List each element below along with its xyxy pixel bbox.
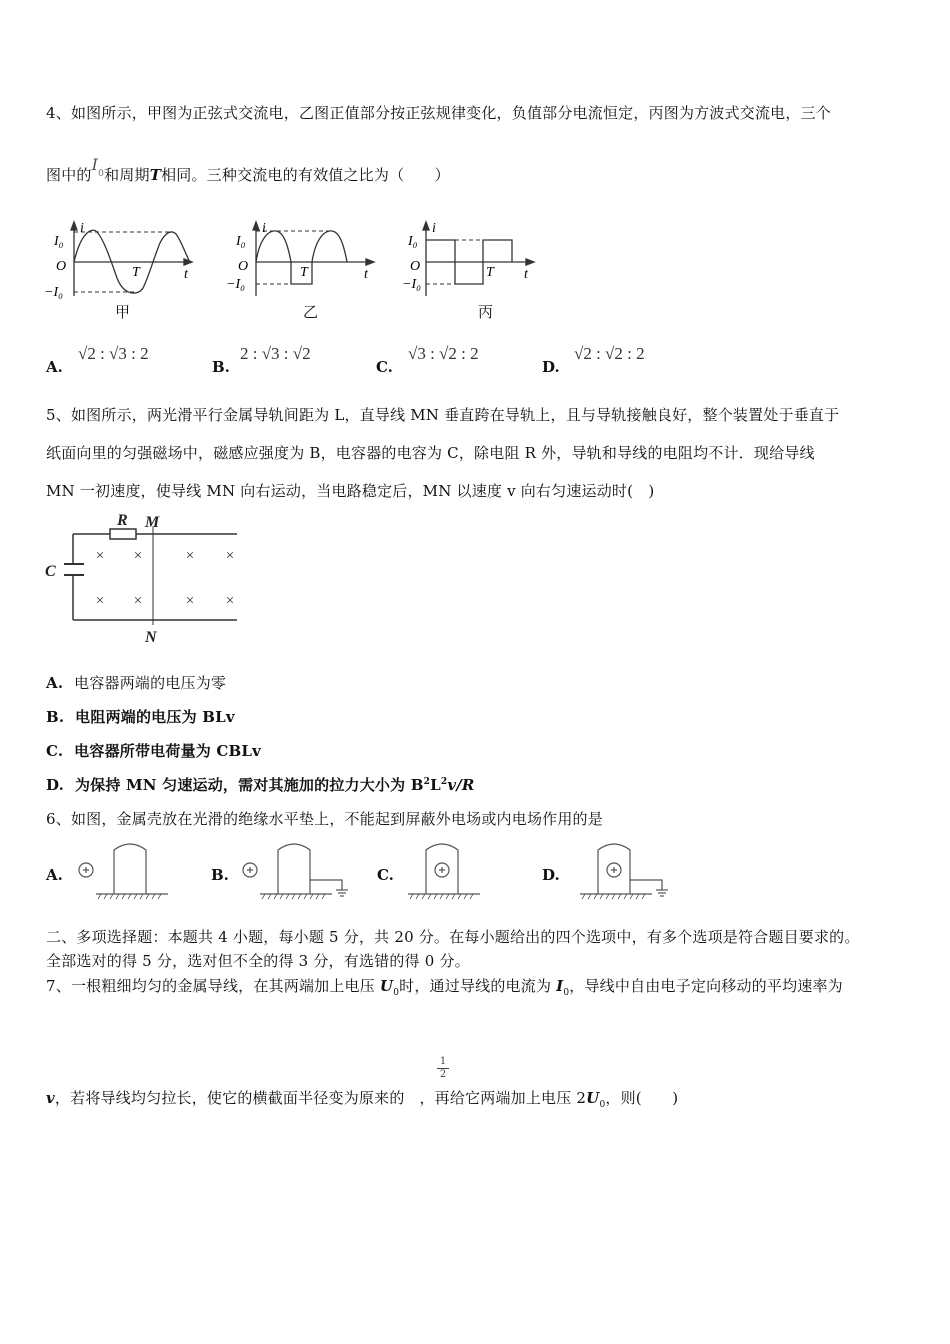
q6-stem: 6、如图，金属壳放在光滑的绝缘水平垫上，不能起到屏蔽外电场或内电场作用的是 — [46, 810, 603, 828]
svg-text:×: × — [225, 548, 235, 564]
svg-text:i: i — [262, 221, 266, 236]
svg-text:I₀: I₀ — [408, 234, 418, 249]
figure-jia-sine-graph — [42, 218, 202, 300]
q5-stem-line2: 纸面向里的匀强磁场中，磁感应强度为 B，电容器的电容为 C，除电阻 R 外，导轨和导线的电阻均不计．现给导线 — [46, 444, 815, 462]
svg-text:R: R — [117, 512, 128, 529]
svg-text:i: i — [432, 221, 436, 236]
shell-charge-outside-grounded-icon — [238, 838, 358, 900]
q5-option-d[interactable]: D. 为保持 MN 匀速运动，需对其施加的拉力大小为 $B^2L^2v/R$ — [46, 776, 475, 794]
figure-yi-half-sine-graph — [224, 218, 384, 300]
figure-caption-jia: 甲 — [115, 303, 131, 321]
q7-stem-line2: v，若将导线均匀拉长，使它的横截面半径变为原来的 ，再给它两端加上电压 $2U_0$，则( ) — [46, 1089, 679, 1110]
figure-caption-bing: 丙 — [478, 303, 494, 321]
svg-text:I₀: I₀ — [236, 234, 246, 249]
svg-text:I₀: I₀ — [54, 234, 64, 249]
svg-text:N: N — [145, 629, 157, 646]
shell-charge-inside-icon — [406, 838, 496, 900]
q7-stem-line1: 7、一根粗细均匀的金属导线，在其两端加上电压 $U_0$时，通过导线的电流为 $I_0$，导线中自由电子定向移动的平均速率为 — [46, 977, 843, 998]
svg-text:×: × — [185, 548, 195, 564]
i0-symbol: I — [91, 155, 99, 174]
q5-stem-line1: 5、如图所示，两光滑平行金属导轨间距为 L，直导线 MN 垂直跨在导轨上，且与导轨接触良好，整个装置处于垂直于 — [46, 406, 840, 424]
svg-text:T: T — [132, 265, 140, 280]
svg-text:×: × — [95, 593, 105, 609]
svg-text:t: t — [524, 267, 528, 282]
svg-text:T: T — [300, 265, 308, 280]
q5-option-c[interactable]: C. 电容器所带电荷量为 CBLv — [46, 742, 262, 760]
svg-text:×: × — [133, 548, 143, 564]
q5-stem-line3: MN 一初速度，使导线 MN 向右运动，当电路稳定后，MN 以速度 v 向右匀速运动时( ) — [46, 482, 655, 500]
circuit-rails-diagram — [40, 505, 250, 650]
figure-caption-yi: 乙 — [303, 303, 319, 321]
section2-instructions-line1: 二、多项选择题：本题共 4 小题，每小题 5 分，共 20 分。在每小题给出的四个选项中，有多个选项是符合题目要求的。 — [46, 928, 860, 946]
svg-text:−I₀: −I₀ — [402, 277, 421, 292]
section2-instructions-line2: 全部选对的得 5 分，选对但不全的得 3 分，有选错的得 0 分。 — [46, 952, 470, 970]
svg-text:i: i — [80, 221, 84, 236]
svg-text:×: × — [185, 593, 195, 609]
q5-option-a[interactable]: A. 电容器两端的电压为零 — [46, 674, 227, 692]
q4-stem-line2: 图中的$I_0$和周期T相同。三种交流电的有效值之比为（ ） — [46, 155, 450, 184]
svg-text:×: × — [133, 593, 143, 609]
q4-stem-line1: 4、如图所示，甲图为正弦式交流电，乙图正值部分按正弦规律变化，负值部分电流恒定，丙图为方波式交流电，三个 — [46, 104, 831, 122]
svg-text:t: t — [364, 267, 368, 282]
svg-text:O: O — [238, 259, 249, 274]
svg-text:O: O — [410, 259, 421, 274]
svg-text:T: T — [486, 265, 494, 280]
svg-text:O: O — [56, 259, 67, 274]
figure-bing-square-wave-graph — [402, 218, 562, 300]
shell-charge-inside-grounded-icon — [578, 838, 688, 900]
svg-text:C: C — [45, 563, 56, 580]
q5-option-b[interactable]: B. 电阻两端的电压为 BLv — [46, 708, 235, 726]
resistor-icon — [110, 529, 136, 539]
svg-text:t: t — [184, 267, 188, 282]
svg-text:−I₀: −I₀ — [44, 285, 63, 300]
svg-text:M: M — [145, 514, 160, 531]
fraction-one-half: 1 2 — [437, 1056, 449, 1081]
svg-text:−I₀: −I₀ — [226, 277, 245, 292]
shell-charge-outside-icon — [74, 838, 174, 900]
svg-text:×: × — [225, 593, 235, 609]
svg-text:×: × — [95, 548, 105, 564]
